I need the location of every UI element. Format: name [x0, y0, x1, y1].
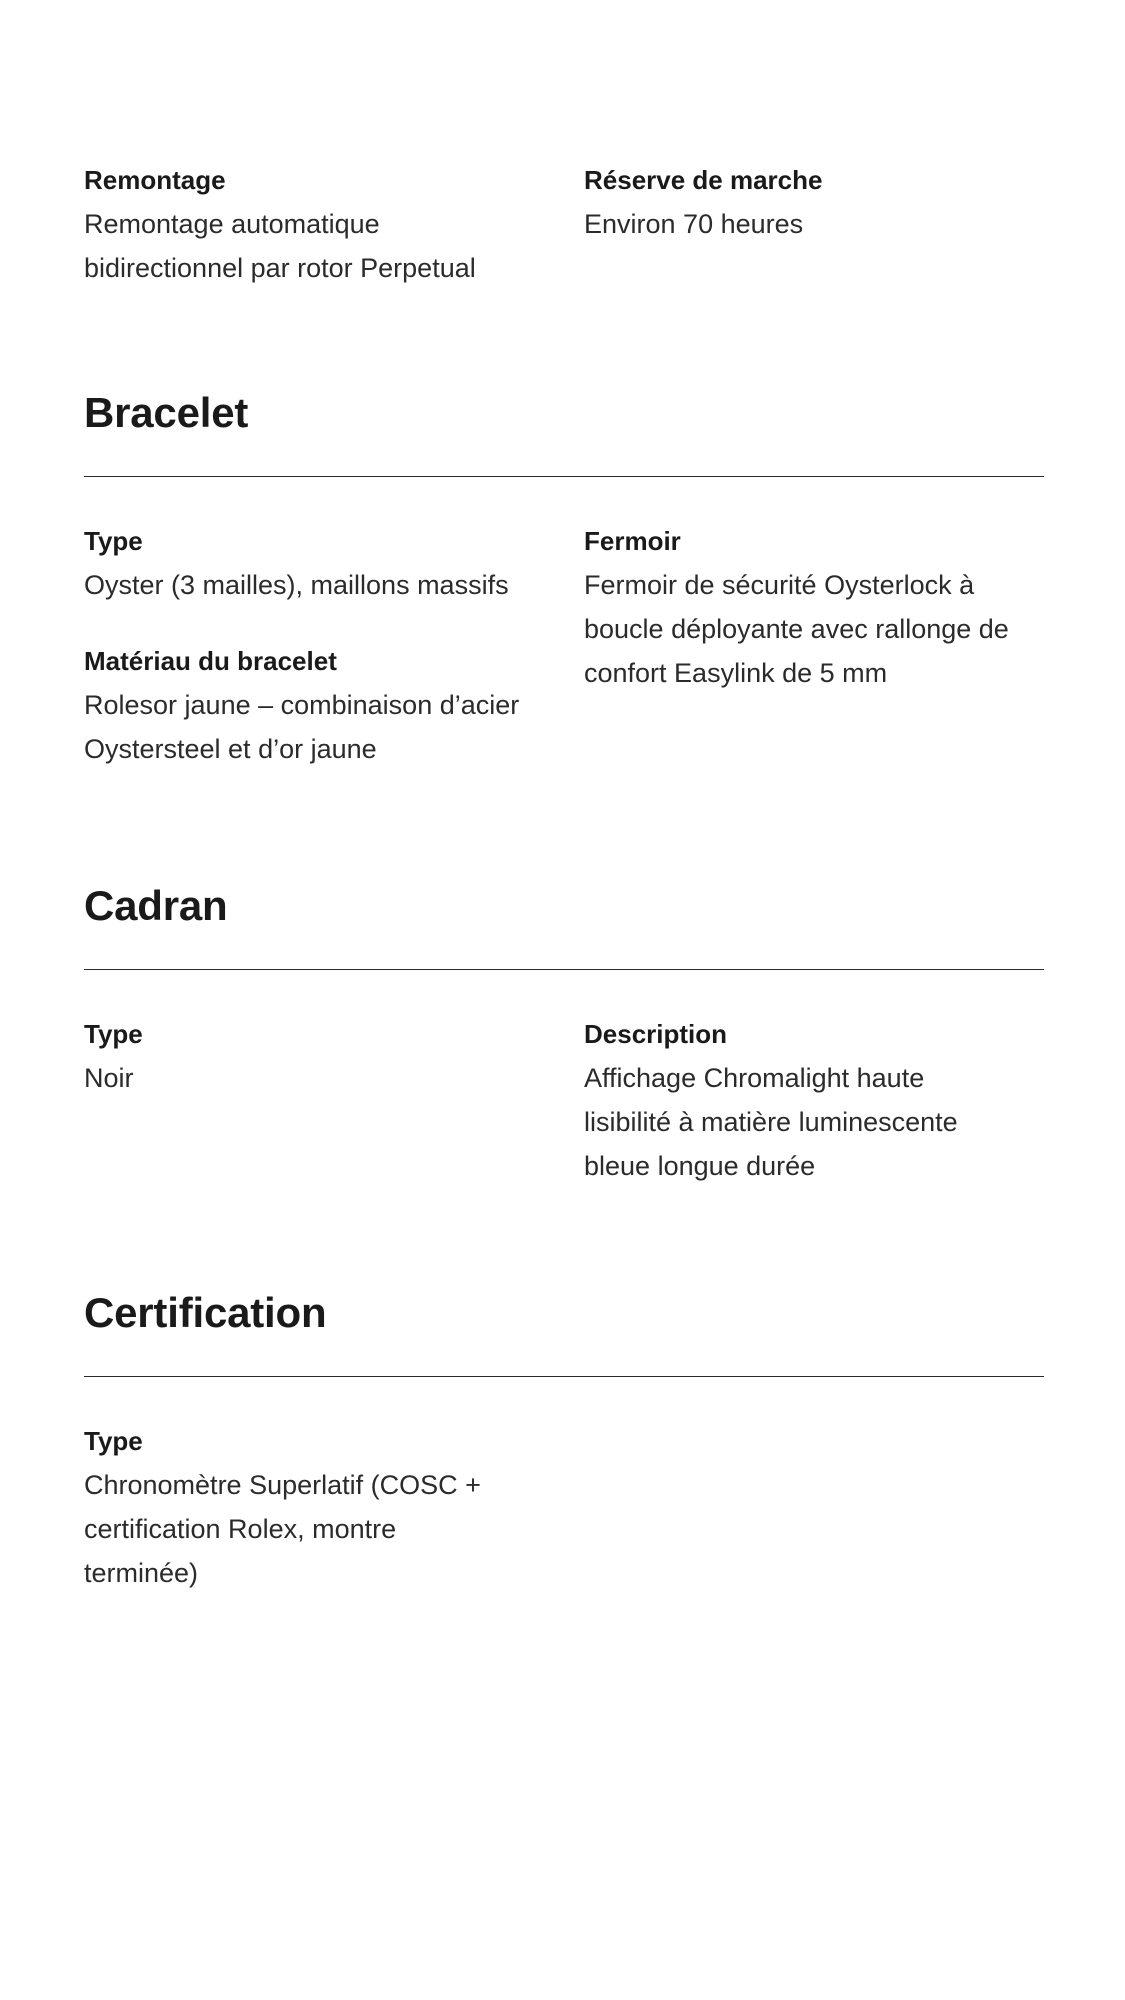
spec-label: Type [84, 526, 143, 556]
spec-column-right [584, 521, 1044, 729]
section-title: Cadran [84, 882, 228, 929]
spec-column-left [84, 1014, 554, 1134]
section-bracelet [84, 389, 1044, 436]
spec-materiau [84, 641, 554, 771]
spec-column-right [584, 1014, 1044, 1222]
spec-label: Type [84, 1426, 143, 1456]
spec-value: Environ 70 heures [584, 209, 804, 239]
spec-value: Rolesor jaune – combinaison d’acier Oystersteel et d’or jaune [84, 690, 520, 764]
section-certification [84, 1289, 1044, 1336]
spec-column-left [84, 521, 554, 805]
spec-label: Fermoir [584, 526, 681, 556]
spec-type [84, 1014, 554, 1100]
spec-label: Matériau du bracelet [84, 646, 337, 676]
spec-value: Oyster (3 mailles), maillons massifs [84, 570, 509, 600]
spec-label: Type [84, 1019, 143, 1049]
spec-type [84, 521, 554, 607]
section-cadran [84, 882, 1044, 929]
spec-label: Remontage [84, 165, 226, 195]
spec-reserve-de-marche [584, 160, 1044, 246]
spec-column-right [584, 160, 1044, 280]
section-divider [84, 969, 1044, 970]
spec-value: Noir [84, 1063, 134, 1093]
spec-label: Description [584, 1019, 728, 1049]
spec-value: Chronomètre Superlatif (COSC + certification Rolex, montre terminée) [84, 1470, 481, 1588]
spec-type [84, 1421, 554, 1595]
section-divider [84, 1376, 1044, 1377]
section-title: Certification [84, 1289, 327, 1336]
spec-description [584, 1014, 1044, 1188]
section-title: Bracelet [84, 389, 249, 436]
spec-column-left [84, 1421, 554, 1629]
spec-label: Réserve de marche [584, 165, 823, 195]
spec-value: Affichage Chromalight haute lisibilité à matière luminescente bleue longue durée [584, 1063, 958, 1181]
spec-value: Remontage automatique bidirectionnel par rotor Perpetual [84, 209, 476, 283]
spec-value: Fermoir de sécurité Oysterlock à boucle déployante avec rallonge de confort Easylink de 5 mm [584, 570, 1009, 688]
spec-column-left [84, 160, 554, 324]
spec-remontage [84, 160, 554, 290]
section-divider [84, 476, 1044, 477]
spec-fermoir [584, 521, 1044, 695]
